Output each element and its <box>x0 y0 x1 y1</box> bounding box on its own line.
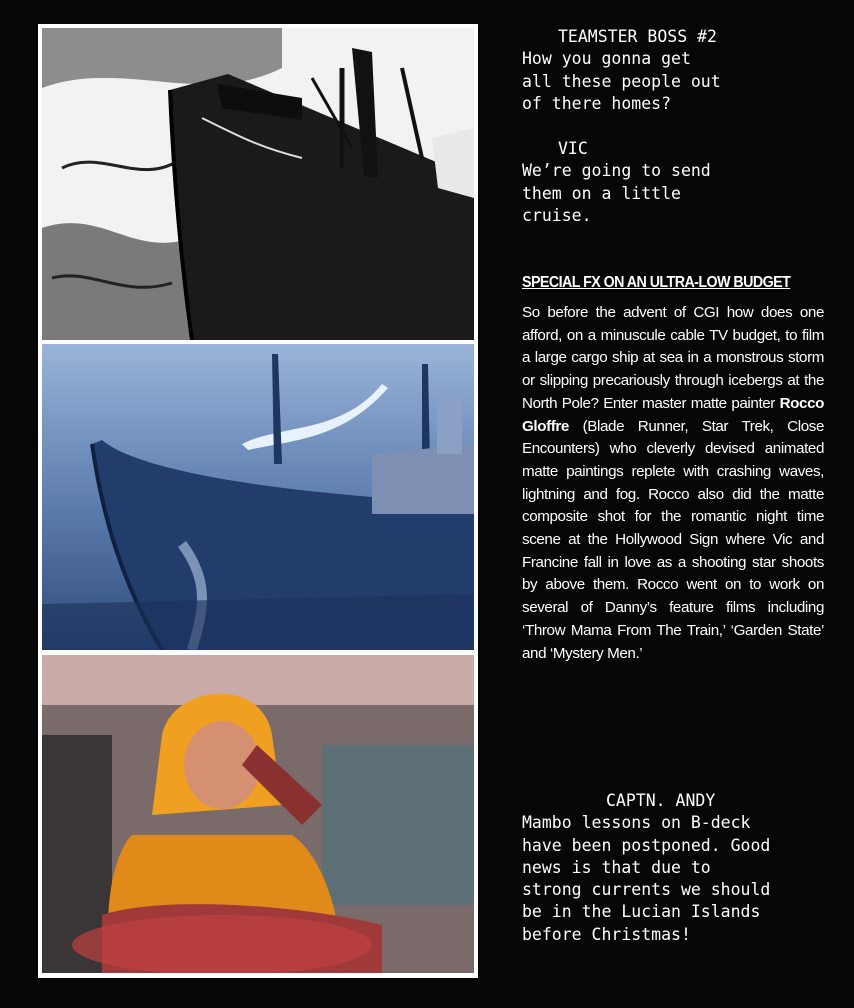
dialogue-lines: How you gonna get all these people out of there homes? <box>522 49 721 113</box>
special-fx-body-text-1: So before the advent of CGI how does one afford, on a minuscule cable TV budget, to film a large cargo ship at sea in a monstrous storm or slipping precariously through icebergs at the North Pole? Enter master matte painter <box>522 304 824 412</box>
captain-in-raincoat-photo <box>42 655 474 973</box>
special-fx-body <box>522 302 824 665</box>
speaker-name: VIC <box>558 139 588 158</box>
dialogue-lines: We’re going to send them on a little cruise. <box>522 161 711 225</box>
special-fx-heading: SPECIAL FX ON AN ULTRA-LOW BUDGET <box>522 274 791 291</box>
dialogue-lines: Mambo lessons on B-deck have been postponed. Good news is that due to strong currents we should be in the Lucian Islands before Christmas! <box>522 813 771 944</box>
rocco-gloffre-name: Rocco Gloffre <box>522 394 824 435</box>
storyboard-sketch-ship <box>42 28 474 340</box>
image-column <box>38 24 478 978</box>
speaker-name: TEAMSTER BOSS #2 <box>558 27 717 46</box>
speaker-name: CAPTN. ANDY <box>606 791 716 810</box>
matte-painting-ship-storm <box>42 344 474 650</box>
special-fx-body-text-2: (Blade Runner, Star Trek, Close Encounters) who cleverly devised animated matte paintings replete with crashing waves, lightning and fog. Rocco also did the matte composite shot for the romantic night time scene at the Hollywood Sign where Vic and Francine fall in love as a shooting star shoots by above them. Rocco went on to work on several of Danny’s feature films including ‘Throw Mama From The Train,’ ‘Garden State’ and ‘Mystery Men.’ <box>522 417 824 662</box>
